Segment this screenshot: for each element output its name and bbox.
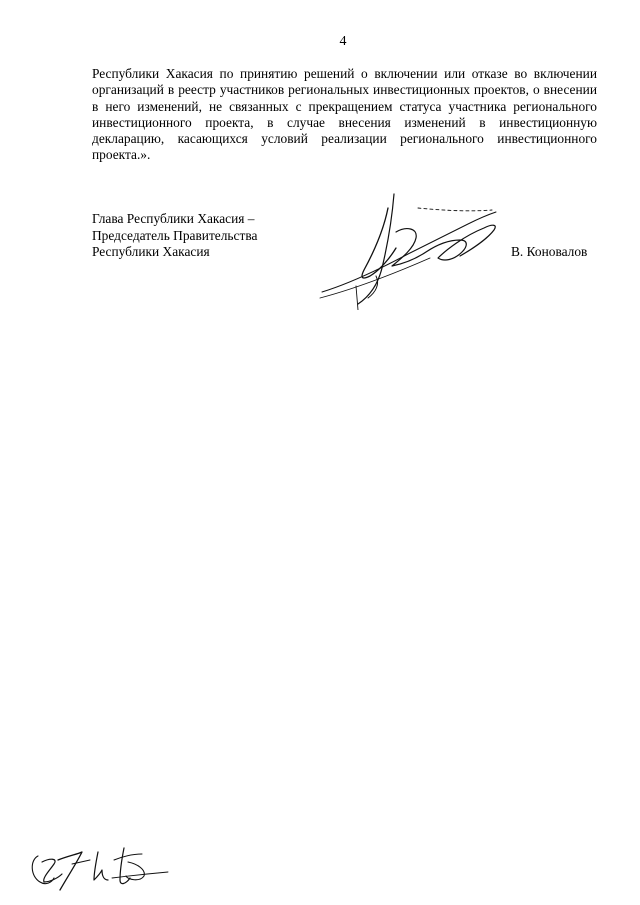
signer-title-line: Глава Республики Хакасия –	[92, 211, 255, 226]
page-number: 4	[339, 34, 347, 49]
handwritten-signature	[318, 188, 500, 310]
body-paragraph: Республики Хакасия по принятию решений о включении или отказе во включении организаций в реестр участников региональных инвестиционных проектов, о внесении в него изменений, не связанных с прекращением статуса участника регионального инвестиционного проекта, в случае внесения изменений в инвестиционную декларацию, касающихся условий реализации регионального инвестиционного проекта.».	[92, 66, 597, 163]
signer-title-line: Республики Хакасия	[92, 244, 210, 259]
handwritten-initials	[28, 838, 170, 894]
signer-name: В. Коновалов	[511, 244, 588, 259]
signer-title	[92, 211, 257, 261]
signer-title-line: Председатель Правительства	[92, 227, 258, 243]
